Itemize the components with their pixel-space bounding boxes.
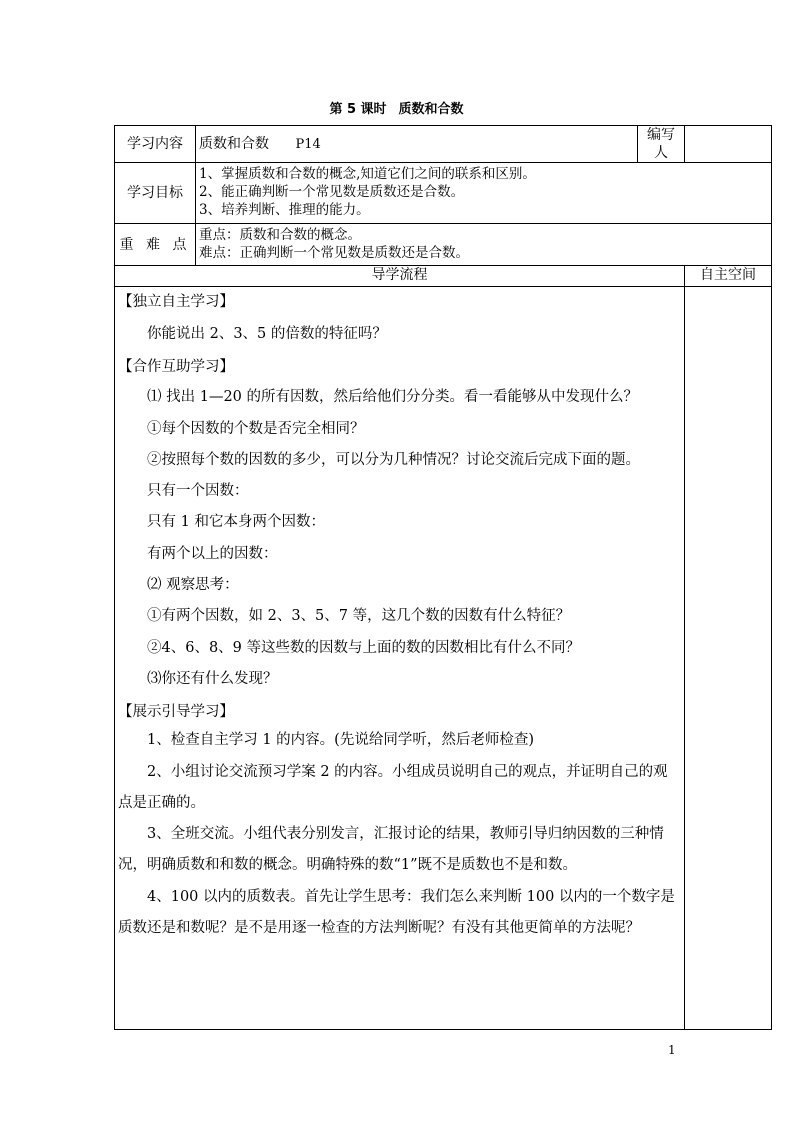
body-paragraph: ①每个因数的个数是否完全相同？: [147, 420, 365, 437]
keypoint-item: 重点：质数和合数的概念。: [199, 227, 361, 243]
content-label: 学习内容: [115, 126, 196, 163]
body-paragraph: 2、小组讨论交流预习学案 2 的内容。小组成员说明自己的观点，并证明自己的观点是正确的。: [118, 763, 668, 811]
self-space-cell: [685, 287, 772, 1030]
section-title-guided: 【展示引导学习】: [118, 704, 234, 721]
lesson-plan-table: [114, 125, 772, 1030]
goal-item: 3、培养判断、推理的能力。: [199, 202, 370, 218]
author-value: [685, 126, 772, 163]
keypoints-row: [115, 224, 772, 266]
keypoints-label: 重 难 点: [115, 224, 196, 266]
flow-header-row: [115, 266, 772, 287]
body-paragraph: 你能说出 2、3、5 的倍数的特征吗？: [147, 326, 387, 342]
author-label: 编写人: [638, 126, 685, 163]
goals-cell: [196, 163, 772, 224]
body-paragraph: 4、100 以内的质数表。首先让学生思考：我们怎么来判断 100 以内的一个数字是质数还是和数呢？是不是用逐一检查的方法判断呢？有没有其他更简单的方法呢？: [118, 888, 675, 937]
goal-item: 2、能正确判断一个常见数是质数还是合数。: [199, 184, 465, 200]
content-value-cell: [196, 126, 638, 163]
keypoints-cell: [196, 224, 772, 266]
lesson-number: 第 5 课时: [329, 102, 387, 117]
body-paragraph: ②4、6、8、9 等这些数的因数与上面的数的因数相比有什么不同？: [147, 639, 581, 656]
body-paragraph: 1、检查自主学习 1 的内容。(先说给同学听，然后老师检查): [147, 732, 534, 749]
flow-body: [115, 287, 685, 1030]
body-paragraph: 只有 1 和它本身两个因数：: [147, 514, 325, 531]
body-paragraph: ⑴ 找出 1—20 的所有因数，然后给他们分分类。看一看能够从中发现什么？: [147, 389, 639, 406]
body-paragraph: ②按照每个数的因数的多少，可以分为几种情况？讨论交流后完成下面的题。: [147, 451, 640, 468]
body-paragraph: ⑶你还有什么发现？: [147, 670, 278, 687]
goal-item: 1、掌握质数和合数的概念,知道它们之间的联系和区别。: [199, 166, 536, 182]
content-page: P14: [295, 136, 321, 152]
flow-header: 导学流程: [115, 266, 685, 287]
page-title: [0, 98, 793, 117]
space-header: 自主空间: [685, 266, 772, 287]
goals-label: 学习目标: [115, 163, 196, 224]
lesson-topic: 质数和合数: [398, 102, 464, 117]
body-paragraph: ⑵ 观察思考：: [147, 577, 239, 594]
keypoint-item: 难点：正确判断一个常见数是质数还是合数。: [199, 245, 469, 261]
content-row: [115, 126, 772, 163]
body-paragraph: 有两个以上的因数：: [147, 545, 278, 562]
section-title-cooperative: 【合作互助学习】: [118, 359, 234, 376]
page-number: 1: [668, 1043, 676, 1057]
goals-row: [115, 163, 772, 224]
body-paragraph: ①有两个因数，如 2、3、5、7 等，这几个数的因数有什么特征？: [147, 608, 571, 625]
section-title-independent: 【独立自主学习】: [118, 294, 234, 310]
flow-body-row: [115, 287, 772, 1030]
body-paragraph: 3、全班交流。小组代表分别发言，汇报讨论的结果，教师引导归纳因数的三种情况，明确质数和和数的概念。明确特殊的数“1”既不是质数也不是和数。: [118, 826, 664, 874]
body-paragraph: 只有一个因数：: [147, 483, 249, 500]
content-value: 质数和合数: [199, 135, 269, 152]
